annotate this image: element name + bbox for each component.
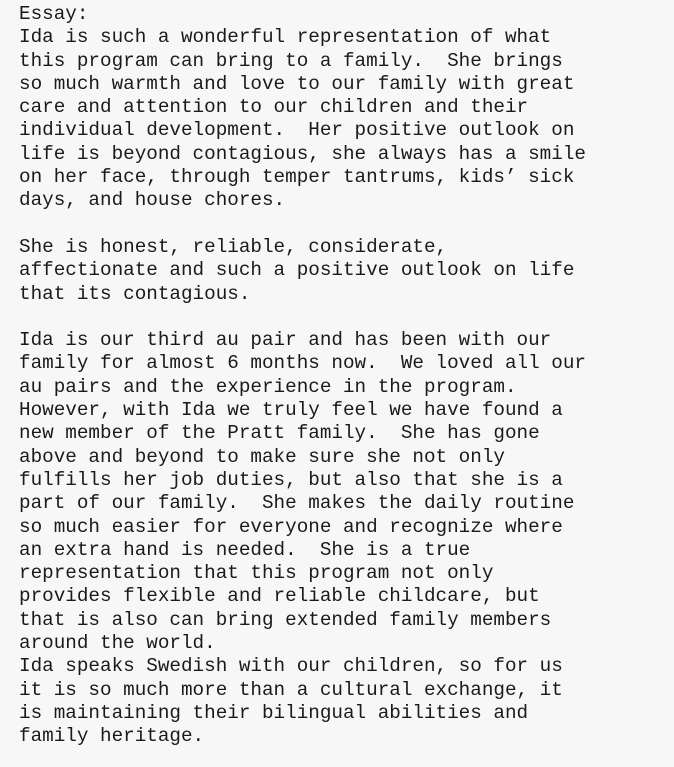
essay-line: au pairs and the experience in the program. (19, 375, 517, 398)
essay-line: individual development. Her positive outlook on (19, 119, 575, 142)
essay-document (19, 3, 669, 749)
paragraph-spacer (19, 306, 669, 329)
essay-line: that its contagious. (19, 282, 251, 305)
essay-line: life is beyond contagious, she always has a smile (19, 142, 586, 165)
essay-line: However, with Ida we truly feel we have found a (19, 399, 563, 422)
essay-line: Ida speaks Swedish with our children, so for us (19, 655, 563, 678)
paragraph-1 (19, 26, 669, 212)
essay-line: days, and house chores. (19, 189, 286, 212)
essay-line: around the world. (19, 632, 216, 655)
essay-line: Ida is our third au pair and has been with our (19, 329, 552, 352)
essay-line: this program can bring to a family. She brings (19, 49, 563, 72)
essay-line: fulfills her job duties, but also that she is a (19, 468, 563, 491)
essay-line: family heritage. (19, 725, 205, 748)
essay-line: it is so much more than a cultural exchange, it (19, 678, 563, 701)
essay-line: affectionate and such a positive outlook on life (19, 259, 575, 282)
essay-line: provides flexible and reliable childcare, but (19, 585, 540, 608)
essay-line: family for almost 6 months now. We loved all our (19, 352, 586, 375)
essay-line: Ida is such a wonderful representation of what (19, 26, 552, 49)
essay-line: an extra hand is needed. She is a true (19, 538, 471, 561)
essay-line: that is also can bring extended family members (19, 608, 552, 631)
essay-line: above and beyond to make sure she not only (19, 445, 505, 468)
essay-line: new member of the Pratt family. She has gone (19, 422, 540, 445)
essay-line: on her face, through temper tantrums, kids’ sick (19, 166, 575, 189)
paragraph-spacer (19, 213, 669, 236)
essay-line: care and attention to our children and their (19, 96, 529, 119)
essay-line: so much warmth and love to our family with great (19, 72, 575, 95)
paragraph-2 (19, 236, 669, 306)
essay-line: representation that this program not only (19, 562, 494, 585)
essay-heading: Essay: (19, 3, 89, 25)
essay-line: She is honest, reliable, considerate, (19, 235, 448, 258)
essay-line: is maintaining their bilingual abilities and (19, 701, 529, 724)
paragraph-3 (19, 329, 669, 748)
essay-line: so much easier for everyone and recognize where (19, 515, 563, 538)
essay-line: part of our family. She makes the daily routine (19, 492, 575, 515)
